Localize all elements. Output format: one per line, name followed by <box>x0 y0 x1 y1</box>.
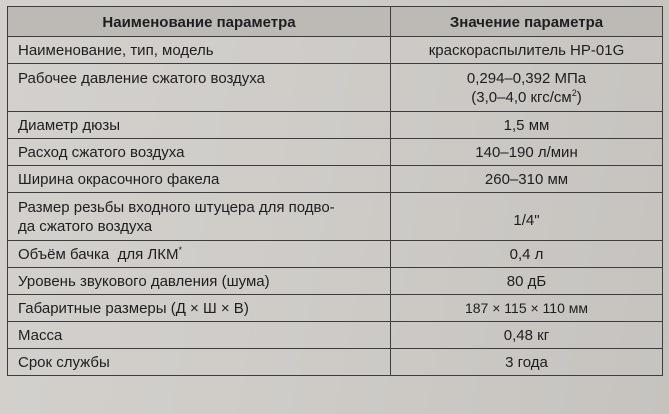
cell-parameter: Расход сжатого воздуха <box>8 139 391 166</box>
cell-value: 187 × 115 × 110 мм <box>391 295 663 322</box>
value-line: 0,294–0,392 МПа <box>466 69 587 87</box>
table-row <box>8 295 663 322</box>
cell-parameter: Срок службы <box>8 349 391 376</box>
header-value: Значение параметра <box>391 7 663 37</box>
value-line: (3,0–4,0 кгс/$см^2$) <box>471 87 582 106</box>
table-header-row <box>8 7 663 37</box>
table-row <box>8 322 663 349</box>
cell-parameter: Размер резьбы входного штуцера для подво- да сжатого воздуха <box>8 193 391 241</box>
table-row <box>8 349 663 376</box>
cell-value: 3 года <box>391 349 663 376</box>
cell-value: 0,48 кг <box>391 322 663 349</box>
table-row <box>8 268 663 295</box>
table-row <box>8 241 663 268</box>
cell-parameter: Диаметр дюзы <box>8 112 391 139</box>
cell-parameter: Ширина окрасочного факела <box>8 166 391 193</box>
specifications-table <box>7 6 663 376</box>
cell-value: краскораспылитель НР-01G <box>391 37 663 64</box>
cell-parameter: Уровень звукового давления (шума) <box>8 268 391 295</box>
cell-value: 1,5 мм <box>391 112 663 139</box>
cell-value: 140–190 л/мин <box>391 139 663 166</box>
cell-value: 0,4 л <box>391 241 663 268</box>
cell-value <box>391 64 663 112</box>
cell-parameter: Масса <box>8 322 391 349</box>
cell-parameter: Габаритные размеры (Д × Ш × В) <box>8 295 391 322</box>
cell-parameter: Рабочее давление сжатого воздуха <box>8 64 391 112</box>
cell-parameter: Объём бачка для ЛКМ* <box>8 241 391 268</box>
cell-value: 260–310 мм <box>391 166 663 193</box>
table-row <box>8 139 663 166</box>
cell-value: 1/4" <box>391 193 663 241</box>
table-row <box>8 64 663 112</box>
cell-parameter: Наименование, тип, модель <box>8 37 391 64</box>
table-row <box>8 37 663 64</box>
table-row <box>8 193 663 241</box>
table-row <box>8 166 663 193</box>
header-parameter: Наименование параметра <box>8 7 391 37</box>
table-row <box>8 112 663 139</box>
cell-value: 80 дБ <box>391 268 663 295</box>
